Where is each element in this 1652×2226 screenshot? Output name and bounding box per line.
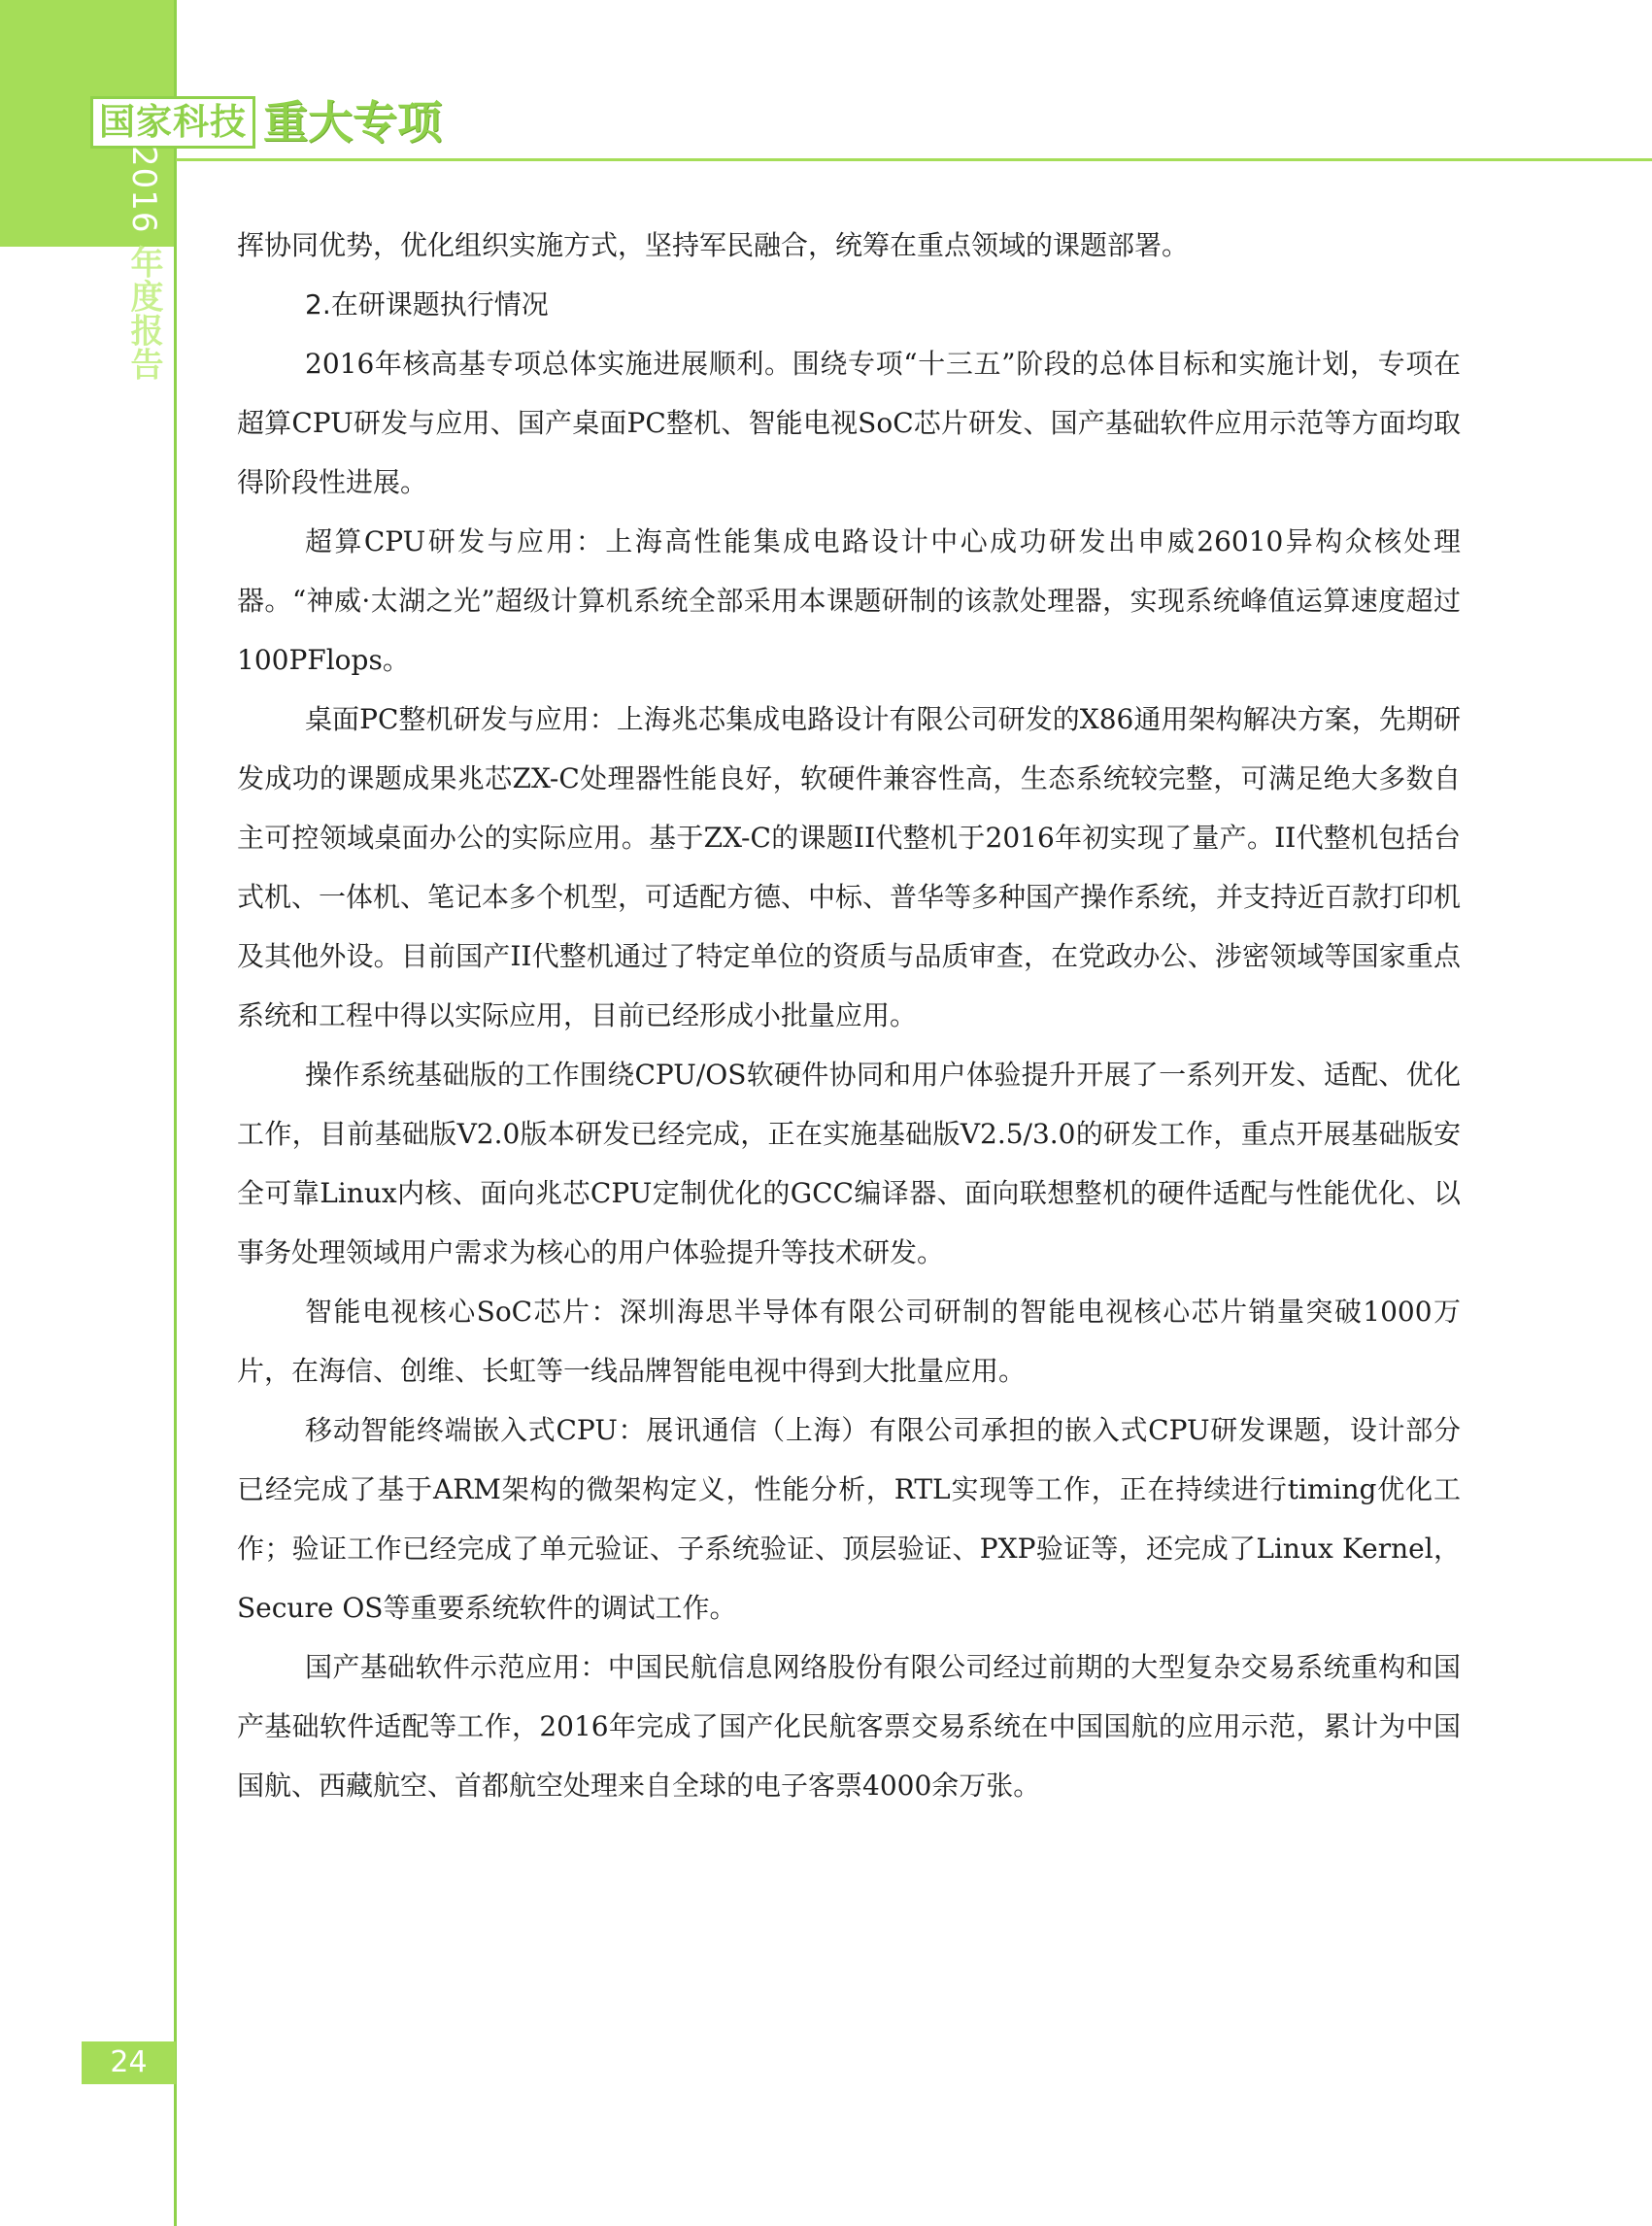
paragraph-supercomputing-cpu: 超算CPU研发与应用：上海高性能集成电路设计中心成功研发出申威26010异构众核处理器。“神威·太湖之光”超级计算机系统全部采用本课题研制的该款处理器，实现系统峰值运算速度超过100PFlops。: [237, 525, 1461, 676]
brand-boxed-text: 国家科技: [90, 96, 255, 149]
paragraph-desktop-pc: 桌面PC整机研发与应用：上海兆芯集成电路设计有限公司研发的X86通用架构解决方案，先期研发成功的课题成果兆芯ZX-C处理器性能良好，软硬件兼容性高，生态系统较完整，可满足绝大多数自主可控领域桌面办公的实际应用。基于ZX-C的课题II代整机于2016年初实现了量产。II代整机包括台式机、一体机、笔记本多个机型，可适配方德、中标、普华等多种国产操作系统，并支持近百款打印机及其他外设。目前国产II代整机通过了特定单位的资质与品质审查，在党政办公、涉密领域等国家重点系统和工程中得以实际应用，目前已经形成小批量应用。: [237, 703, 1462, 1031]
header-brand: [90, 95, 442, 150]
paragraph-os-basic: 操作系统基础版的工作围绕CPU/OS软硬件协同和用户体验提升开展了一系列开发、适配、优化工作，目前基础版V2.0版本研发已经完成，正在实施基础版V2.5/3.0的研发工作，重点开展基础版安全可靠Linux内核、面向兆芯CPU定制优化的GCC编译器、面向联想整机的硬件适配与性能优化、以事务处理领域用户需求为核心的用户体验提升等技术研发。: [237, 1059, 1461, 1268]
section-heading: 2.在研课题执行情况: [305, 288, 549, 320]
page-body: [237, 216, 1461, 1815]
header-rule: [176, 158, 1652, 161]
paragraph-mobile-cpu: 移动智能终端嵌入式CPU：展讯通信（上海）有限公司承担的嵌入式CPU研发课题，设计部分已经完成了基于ARM架构的微架构定义，性能分析，RTL实现等工作，正在持续进行timing优化工作；验证工作已经完成了单元验证、子系统验证、顶层验证、PXP验证等，还完成了Linux Kernel，Secure OS等重要系统软件的调试工作。: [237, 1414, 1461, 1624]
paragraph-overview: 2016年核高基专项总体实施进展顺利。围绕专项“十三五”阶段的总体目标和实施计划，专项在超算CPU研发与应用、国产桌面PC整机、智能电视SoC芯片研发、国产基础软件应用示范等方面均取得阶段性进展。: [237, 348, 1461, 498]
vertical-title: 年度报告: [124, 245, 163, 382]
page-number: 24: [82, 2041, 176, 2084]
vertical-year: 2016: [124, 146, 163, 234]
paragraph-smart-tv-soc: 智能电视核心SoC芯片：深圳海思半导体有限公司研制的智能电视核心芯片销量突破1000万片，在海信、创维、长虹等一线品牌智能电视中得到大批量应用。: [237, 1296, 1461, 1387]
paragraph-continued: 挥协同优势，优化组织实施方式，坚持军民融合，统筹在重点领域的课题部署。: [237, 229, 1190, 261]
brand-tail-text: 重大专项: [263, 96, 442, 149]
sidebar-rule: [174, 0, 177, 2226]
vertical-report-label: [115, 146, 173, 427]
paragraph-basic-software: 国产基础软件示范应用：中国民航信息网络股份有限公司经过前期的大型复杂交易系统重构和国产基础软件适配等工作，2016年完成了国产化民航客票交易系统在中国国航的应用示范，累计为中国国航、西藏航空、首都航空处理来自全球的电子客票4000余万张。: [237, 1651, 1461, 1802]
